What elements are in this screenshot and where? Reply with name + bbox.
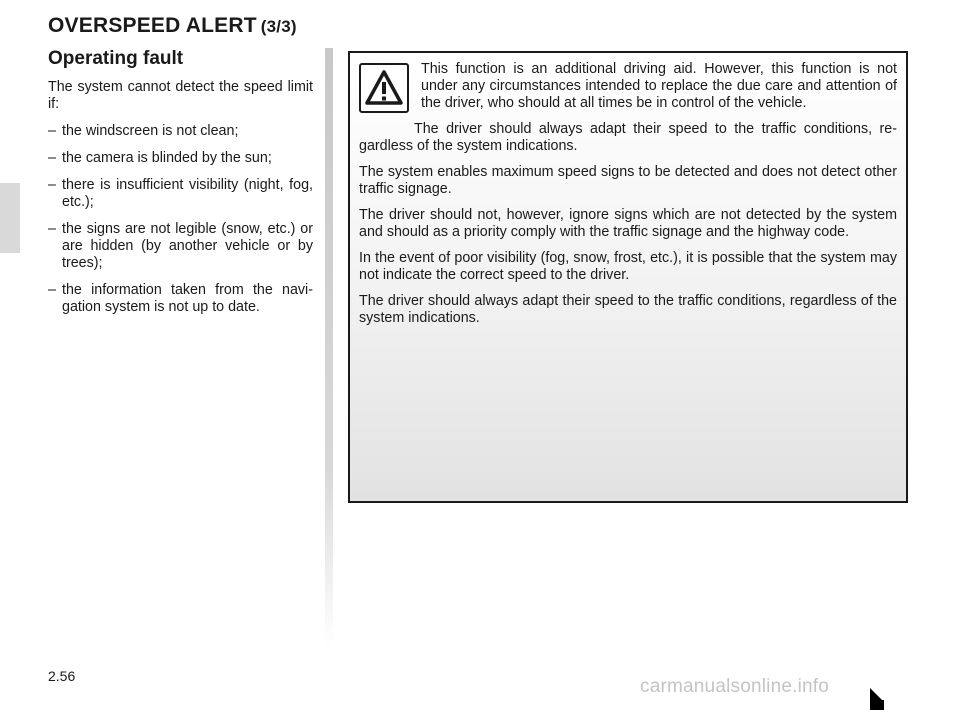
warning-paragraph: The system enables maximum speed signs to be detected and does not detect other traffic signage. <box>359 164 897 197</box>
page-title-text: OVERSPEED ALERT <box>48 14 257 37</box>
warning-paragraph: In the event of poor visibility (fog, snow, frost, etc.), it is possible that the system may not indicate the correct speed to the driver. <box>359 250 897 283</box>
operating-fault-section <box>48 48 313 326</box>
warning-paragraph: The driver should always adapt their speed to the traffic conditions, re-gardless of the system indications. <box>359 121 897 154</box>
warning-paragraph: The driver should not, however, ignore signs which are not detected by the system and should as a priority comply with the traffic signage and the highway code. <box>359 207 897 240</box>
page-number: 2.56 <box>48 668 76 684</box>
section-heading: Operating fault <box>48 48 184 69</box>
page-corner-bar <box>870 700 884 710</box>
watermark: carmanualsonline.info <box>640 676 830 697</box>
list-item: – the information taken from the navi-gation system is not up to date. <box>48 282 313 315</box>
list-item: – the windscreen is not clean; <box>48 123 239 139</box>
page-title-suffix: (3/3) <box>260 17 297 36</box>
warning-box <box>348 51 908 503</box>
section-tab-marker <box>0 183 20 253</box>
fault-list <box>48 123 313 316</box>
list-item: – there is insufficient visibility (night, fog, etc.); <box>48 177 313 210</box>
warning-triangle-icon <box>359 63 409 113</box>
warning-paragraph: This function is an additional driving aid. However, this function is not under any circumstances intended to replace the due care and attention of the driver, who should at all times be in control of the vehicle. <box>421 61 897 111</box>
page-title <box>48 14 297 38</box>
column-divider <box>325 48 333 648</box>
warning-paragraph: The driver should always adapt their speed to the traffic conditions, regardless of the system indications. <box>359 293 897 326</box>
list-item: – the signs are not legible (snow, etc.) or are hidden (by another vehicle or by trees); <box>48 221 313 271</box>
intro-text: The system cannot detect the speed limit if: <box>48 79 313 112</box>
list-item: – the camera is blinded by the sun; <box>48 150 272 166</box>
